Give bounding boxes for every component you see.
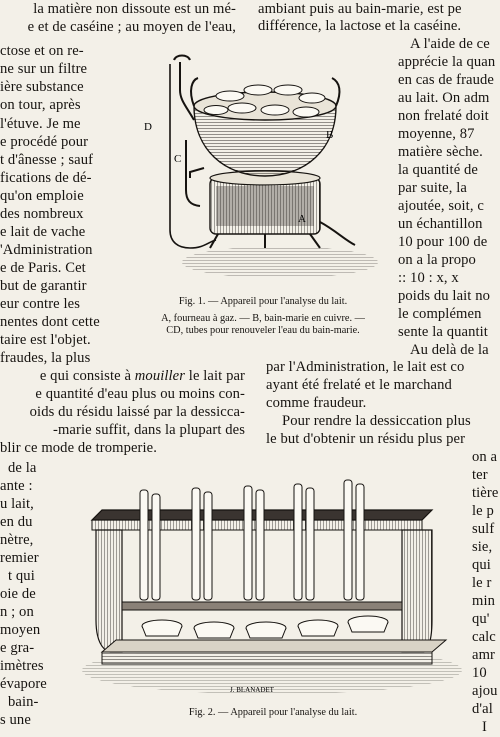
figure-1-caption-title: Fig. 1. — Appareil pour l'analyse du lait. (178, 296, 348, 307)
text-line: des nombreux (0, 206, 84, 222)
text-line: 10 pour 100 de (398, 234, 488, 250)
text-line: amr (472, 647, 495, 663)
text-line: taire est l'objet. (0, 332, 91, 348)
figure-1-illustration (130, 50, 392, 290)
text-line: l'étuve. Je me (0, 116, 81, 132)
text-fragment: e qui consiste à (39, 368, 135, 384)
text-line: s une (0, 712, 31, 728)
text-line: le complémen (398, 306, 482, 322)
text-line: ne sur un filtre (0, 61, 88, 77)
text-line (0, 367, 245, 385)
text-line: ière substance (0, 79, 84, 95)
text-line: en du (0, 514, 33, 530)
text-line: la quantité de (398, 162, 479, 178)
text-line: bain- (8, 694, 39, 710)
text-line: min (472, 593, 496, 609)
figure-1-caption-line: A, fourneau à gaz. — B, bain-marie en cuivre. — (161, 313, 365, 324)
text-line: u lait, (0, 496, 34, 512)
text-line: le p (472, 503, 494, 519)
text-line: sulf (472, 521, 495, 537)
text-line: -marie suffit, dans la plupart des (53, 422, 245, 438)
figure-2-illustration (62, 470, 462, 700)
text-line: fraudes, la plus (0, 350, 91, 366)
text-line: ctose et on re- (0, 43, 84, 59)
text-line: moyen (0, 622, 41, 638)
text-line: qui (472, 557, 491, 573)
text-line: e lait de vache (0, 224, 86, 240)
text-line: ambiant puis au bain-marie, est pe (258, 1, 462, 17)
text-line: calc (472, 629, 496, 645)
figure-1-label-b: B (326, 129, 334, 141)
text-line: tière (472, 485, 499, 501)
text-line: ante : (0, 478, 33, 494)
text-line: nètre, (0, 532, 34, 548)
figure-2-engraver: J. BLANADET (230, 686, 274, 694)
text-line: oie de (0, 586, 36, 602)
text-line: on a la propo (398, 252, 476, 268)
text-line: I (482, 719, 487, 735)
text-line: la matière non dissoute est un mé- (33, 1, 236, 17)
text-line: imètres (0, 658, 44, 674)
text-line: d'al (472, 701, 493, 717)
text-line: but de garantir (0, 278, 87, 294)
text-line: oids du résidu laissé par la dessicca- (29, 404, 245, 420)
text-line: ayant été frelaté et le marchand (266, 377, 452, 393)
figure-1-label-c: C (174, 153, 182, 165)
text-line: e de Paris. Cet (0, 260, 86, 276)
text-line: 10 (472, 665, 487, 681)
text-line: poids du lait no (398, 288, 490, 304)
text-line: sente la quantit (398, 324, 488, 340)
text-line: e et de caséine ; au moyen de l'eau, (27, 19, 236, 35)
text-line: remier (0, 550, 39, 566)
text-line: non frelaté doit (398, 108, 489, 124)
text-line: t qui (8, 568, 35, 584)
figure-1-caption-line: CD, tubes pour renouveler l'eau du bain-marie. (166, 325, 360, 336)
text-line: A l'aide de ce (410, 36, 490, 52)
text-line: moyenne, 87 (398, 126, 475, 142)
text-line: qu' (472, 611, 490, 627)
text-line: on a (472, 449, 498, 465)
text-line: sie, (472, 539, 493, 555)
text-line: comme fraudeur. (266, 395, 367, 411)
figure-1-label-d: D (144, 121, 152, 133)
text-line: le but d'obtenir un résidu plus per (266, 431, 466, 447)
text-line: évapore (0, 676, 47, 692)
text-line: t d'ânesse ; sauf (0, 152, 94, 168)
text-line: au lait. On adm (398, 90, 490, 106)
figure-1-label-a: A (298, 213, 306, 225)
text-line: ter (472, 467, 488, 483)
text-line: :: 10 : x, x (398, 270, 459, 286)
text-line: eur contre les (0, 296, 81, 312)
text-line: en cas de fraude (398, 72, 494, 88)
text-line: par suite, la (398, 180, 467, 196)
text-line: de la (8, 460, 37, 476)
text-line: un échantillon (398, 216, 483, 232)
figure-1 (130, 50, 392, 290)
text-line: n ; on (0, 604, 34, 620)
text-line: apprécie la quan (398, 54, 496, 70)
text-line: e procédé pour (0, 134, 89, 150)
text-line: ajoutée, soit, c (398, 198, 484, 214)
figure-2-caption: Fig. 2. — Appareil pour l'analyse du lait. (188, 707, 358, 718)
text-line: on tour, après (0, 97, 81, 113)
italic-word: mouiller (134, 368, 186, 384)
text-line: le r (472, 575, 492, 591)
figure-2 (62, 470, 462, 700)
text-line: e quantité d'eau plus ou moins con- (35, 386, 245, 402)
text-line: qu'on emploie (0, 188, 84, 204)
text-line: e gra- (0, 640, 35, 656)
text-line: Pour rendre la dessiccation plus (282, 413, 471, 429)
text-line: fications de dé- (0, 170, 92, 186)
text-line: par l'Administration, le lait est co (266, 359, 465, 375)
text-line: ajou (472, 683, 498, 699)
text-line: différence, la lactose et la caséine. (258, 18, 462, 34)
text-line: blir ce mode de tromperie. (0, 440, 157, 456)
text-line: 'Administration (0, 242, 93, 258)
text-fragment: le lait par (185, 368, 245, 384)
text-line: Au delà de la (410, 342, 489, 358)
text-line: matière sèche. (398, 144, 483, 160)
text-line: nentes dont cette (0, 314, 100, 330)
